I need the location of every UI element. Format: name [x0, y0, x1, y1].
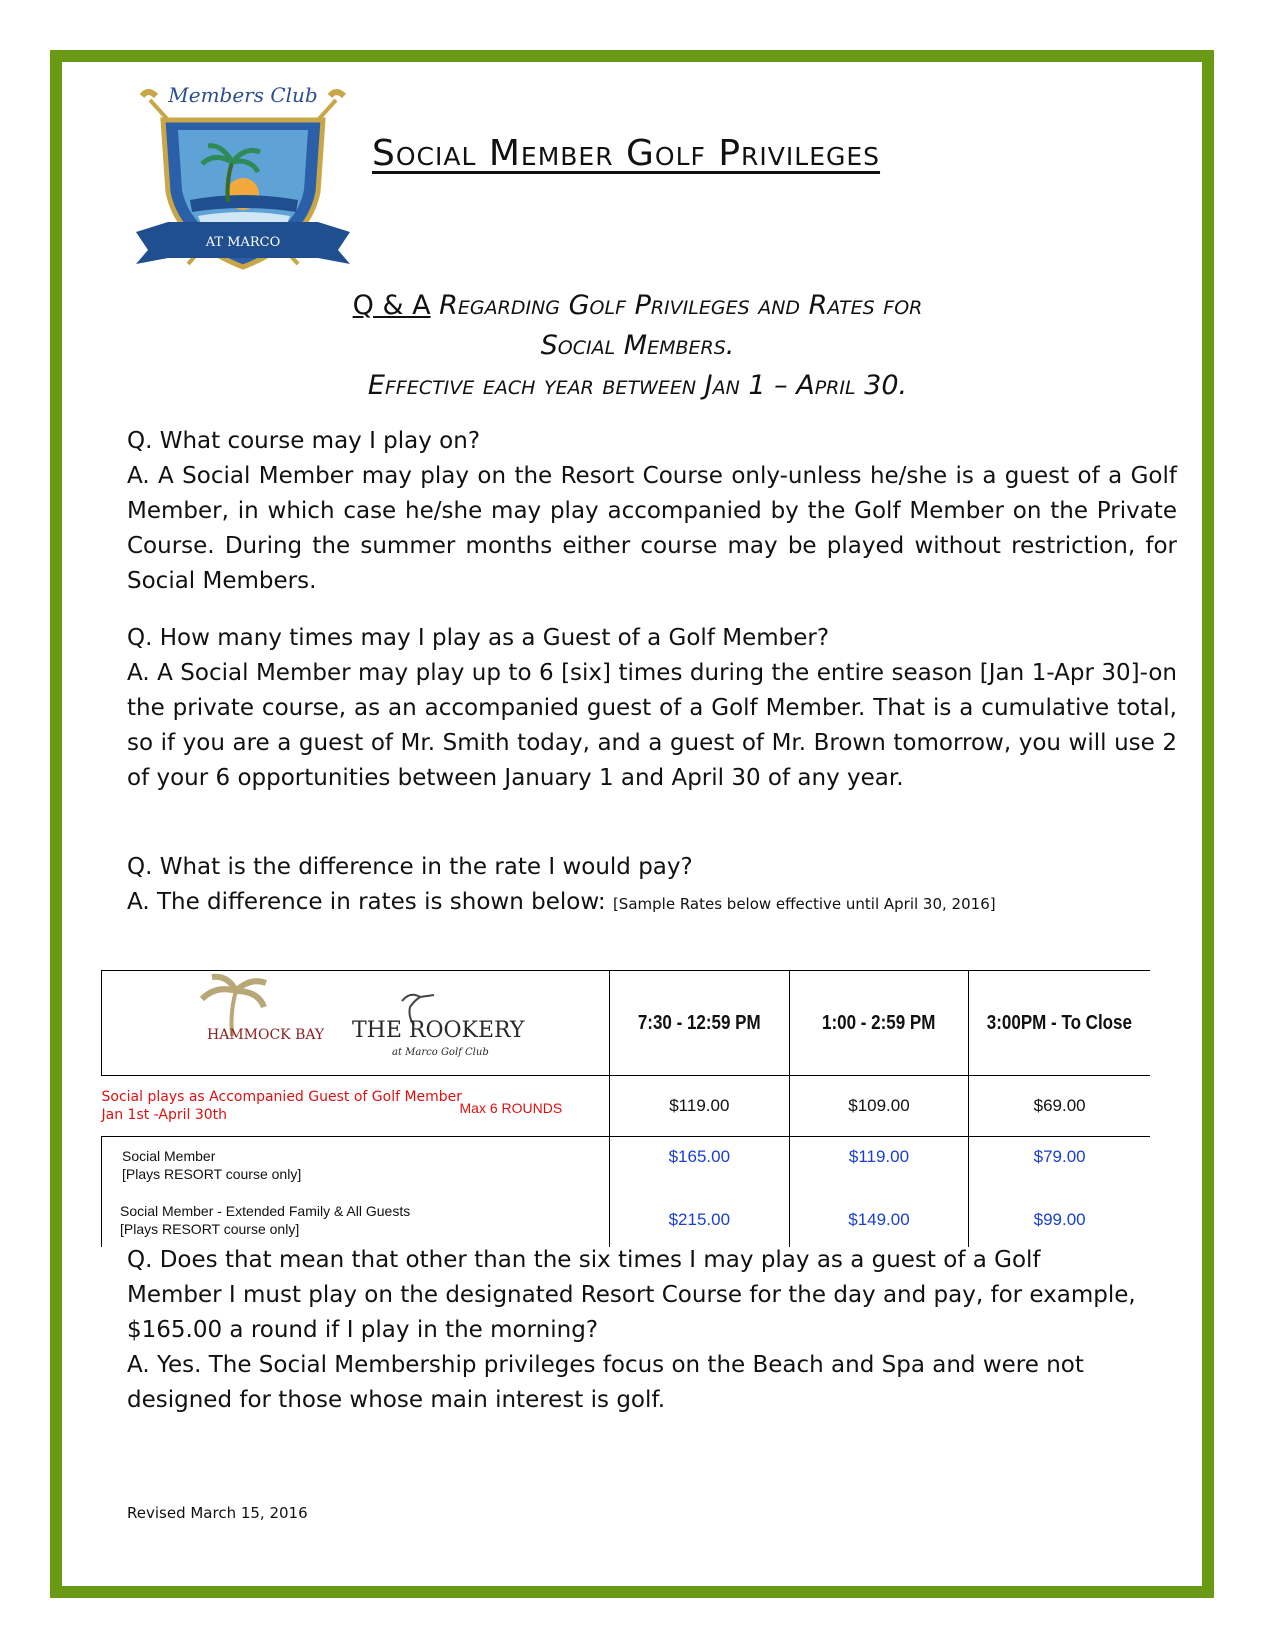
guest-row: [102, 1076, 1151, 1137]
revised-date: Revised March 15, 2016: [127, 1504, 308, 1522]
question: Q. What is the difference in the rate I would pay?: [127, 854, 693, 880]
members-club-logo: [128, 82, 358, 282]
price-cell: $109.00: [789, 1076, 969, 1137]
time-header-evening: 3:00PM - To Close: [987, 1011, 1133, 1034]
answer: A. A Social Member may play on the Resort Course only-unless he/she is a guest of a Golf Member, in which case he/she may play accompanied by the Golf Member on the Private Course. During the summer months either course may be played without restriction, for Social Members.: [127, 463, 1177, 594]
rookery-logo-text: THE ROOKERY: [352, 1018, 525, 1043]
member-row-label: Social Member: [122, 1147, 216, 1164]
question: Q. Does that mean that other than the six times I may play as a guest of a Golf Member I must play on the designated Resort Course for the day and pay, for example, $165.00 a round if I play in the morning?: [127, 1247, 1136, 1343]
answer: A. The difference in rates is shown below:: [127, 889, 606, 915]
guest-row-dates: Jan 1st -April 30th: [101, 1107, 228, 1123]
page-title: Social Member Golf Privileges: [372, 133, 881, 174]
rookery-logo-subtext: at Marco Golf Club: [392, 1047, 489, 1058]
course-logos: [102, 971, 609, 1070]
price-cell: $165.00: [610, 1137, 790, 1193]
subtitle-line1: Regarding Golf Privileges and Rates for: [430, 290, 923, 321]
time-header-afternoon: 1:00 - 2:59 PM: [822, 1011, 936, 1034]
price-cell: $69.00: [969, 1076, 1150, 1137]
price-cell: $149.00: [789, 1192, 969, 1247]
rates-note: [Sample Rates below effective until April 30, 2016]: [612, 895, 996, 913]
subtitle-line2: Social Members.: [540, 330, 735, 361]
subtitle-line3: Effective each year between Jan 1 – April 30.: [367, 370, 908, 401]
course-logos-cell: [102, 971, 610, 1076]
member-row: [102, 1137, 1151, 1193]
price-cell: $215.00: [610, 1192, 790, 1247]
price-cell: $79.00: [1033, 1147, 1086, 1166]
table-header-row: [102, 971, 1151, 1076]
subtitle: [200, 286, 1075, 406]
price-cell: $119.00: [610, 1076, 790, 1137]
answer: A. A Social Member may play up to 6 [six] times during the entire season [Jan 1-Apr 30]-on the private course, as an accompanied guest of a Golf Member. That is a cumulative total, so if you are a guest of Mr. Smith today, and a guest of Mr. Brown tomorrow, you will use 2 of your 6 opportunities between January 1 and April 30 of any year.: [127, 660, 1177, 791]
member-row-note: [Plays RESORT course only]: [122, 1165, 302, 1182]
question: Q. What course may I play on?: [127, 428, 481, 454]
guest-row-label: Social plays as Accompanied Guest of Golf Member: [101, 1089, 463, 1105]
logo-text-top: Members Club: [168, 83, 318, 107]
question: Q. How many times may I play as a Guest of a Golf Member?: [127, 625, 830, 651]
qa-item-1: [127, 424, 1177, 599]
price-cell: $119.00: [789, 1137, 969, 1193]
time-header-morning: 7:30 - 12:59 PM: [637, 1011, 761, 1034]
rates-table: [101, 970, 1150, 1247]
member-row-label: Social Member - Extended Family & All Guests: [120, 1202, 411, 1219]
qa-item-4: [127, 1243, 1137, 1418]
qa-item-3: [127, 850, 1177, 922]
answer: A. Yes. The Social Membership privileges focus on the Beach and Spa and were not designed for those whose main interest is golf.: [127, 1352, 1084, 1413]
subtitle-qa: Q & A: [352, 290, 431, 321]
logo-text-banner: AT MARCO: [205, 235, 281, 250]
max-rounds-label: Max 6 ROUNDS: [459, 1100, 563, 1116]
hammock-bay-logo-text: HAMMOCK BAY: [207, 1027, 325, 1043]
price-cell: $99.00: [1033, 1209, 1086, 1229]
member-row: [102, 1192, 1151, 1247]
member-row-note: [Plays RESORT course only]: [120, 1220, 300, 1237]
qa-item-2: [127, 621, 1177, 796]
